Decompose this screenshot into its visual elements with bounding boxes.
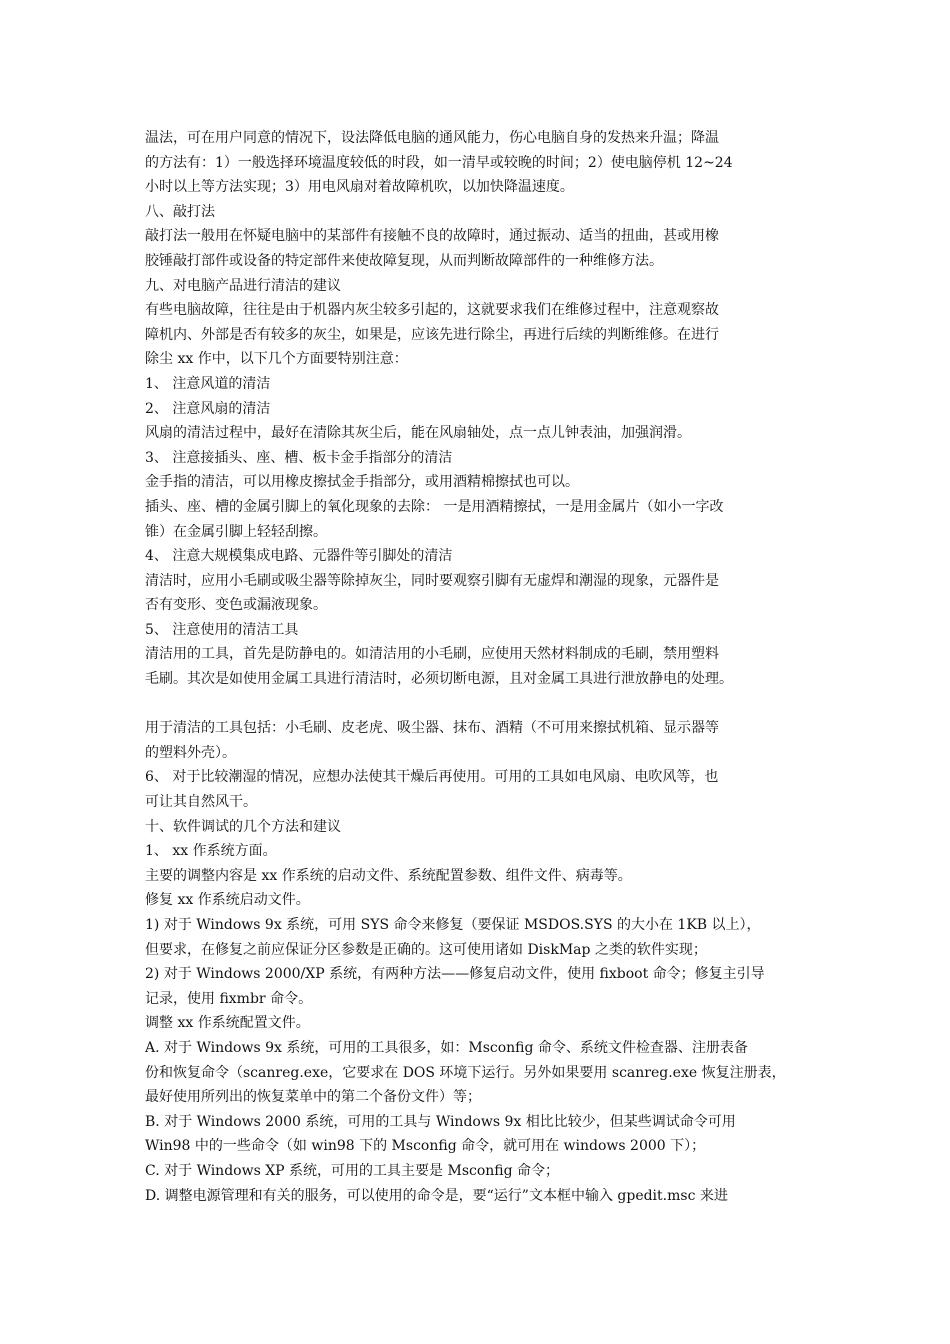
text-line: 1、 xx 作系统方面。	[145, 843, 277, 860]
text-line: 八、敲打法	[145, 203, 215, 220]
text-line: 用于清洁的工具包括：小毛刷、皮老虎、吸尘器、抹布、酒精（不可用来擦拭机箱、显示器等	[145, 720, 719, 737]
text-line: 小时以上等方法实现；3）用电风扇对着故障机吹，以加快降温速度。	[145, 179, 574, 196]
text-line: 1) 对于 Windows 9x 系统，可用 SYS 命令来修复（要保证 MSDOS.SYS 的大小在 1KB 以上），	[145, 917, 761, 933]
document-page	[145, 126, 817, 1208]
text-line: 4、 注意大规模集成电路、元器件等引脚处的清洁	[145, 548, 453, 565]
text-line: 可让其自然风干。	[145, 794, 257, 811]
text-line: 6、 对于比较潮湿的情况，应想办法使其干燥后再使用。可用的工具如电风扇、电吹风等，也	[145, 769, 719, 786]
text-line: 清洁时，应用小毛刷或吸尘器等除掉灰尘，同时要观察引脚有无虚焊和潮湿的现象，元器件是	[145, 572, 719, 589]
text-line: 但要求，在修复之前应保证分区参数是正确的。这可使用诸如 DiskMap 之类的软件实现；	[145, 941, 707, 958]
text-line: 修复 xx 作系统启动文件。	[145, 892, 310, 909]
text-line: 金手指的清洁，可以用橡皮擦拭金手指部分，或用酒精棉擦拭也可以。	[145, 474, 579, 491]
text-line: 锥）在金属引脚上轻轻刮擦。	[145, 523, 327, 540]
text-line: 5、 注意使用的清洁工具	[145, 621, 299, 638]
text-line: 毛刷。其次是如使用金属工具进行清洁时，必须切断电源，且对金属工具进行泄放静电的处理。	[145, 671, 733, 688]
text-line: 除尘 xx 作中，以下几个方面要特别注意：	[145, 351, 408, 368]
text-line: 3、 注意接插头、座、槽、板卡金手指部分的清洁	[145, 449, 453, 466]
text-line: B. 对于 Windows 2000 系统，可用的工具与 Windows 9x 相比比较少，但某些调试命令可用	[145, 1113, 736, 1130]
text-line: 1、 注意风道的清洁	[145, 375, 271, 392]
text-line: 份和恢复命令（scanreg.exe，它要求在 DOS 环境下运行。另外如果要用 scanreg.exe 恢复注册表，	[145, 1064, 786, 1081]
text-line: C. 对于 Windows XP 系统，可用的工具主要是 Msconfig 命令；	[145, 1162, 560, 1179]
text-line: A. 对于 Windows 9x 系统，可用的工具很多，如：Msconfig 命令、系统文件检查器、注册表备	[145, 1039, 748, 1056]
text-line: 胶锤敲打部件或设备的特定部件来使故障复现，从而判断故障部件的一种维修方法。	[145, 252, 663, 269]
text-line: 的塑料外壳）。	[145, 744, 236, 761]
text-line: 2、 注意风扇的清洁	[145, 400, 271, 417]
text-line: 否有变形、变色或漏液现象。	[145, 597, 327, 614]
text-line: 记录，使用 fixmbr 命令。	[145, 990, 313, 1007]
text-line: Win98 中的一些命令（如 win98 下的 Msconfig 命令，就可用在 windows 2000 下）；	[145, 1138, 706, 1155]
text-line: 调整 xx 作系统配置文件。	[145, 1015, 310, 1032]
text-line: 有些电脑故障，往往是由于机器内灰尘较多引起的，这就要求我们在维修过程中，注意观察故	[145, 302, 719, 319]
text-line: 清洁用的工具，首先是防静电的。如清洁用的小毛刷，应使用天然材料制成的毛刷，禁用塑料	[145, 646, 719, 663]
text-line: D. 调整电源管理和有关的服务，可以使用的命令是，要“运行”文本框中输入 gpedit.msc 来进	[145, 1187, 728, 1204]
text-line: 最好使用所列出的恢复菜单中的第二个备份文件）等；	[145, 1089, 481, 1106]
text-line: 九、对电脑产品进行清洁的建议	[145, 277, 341, 294]
text-line: 的方法有：1）一般选择环境温度较低的时段，如一清早或较晚的时间；2）使电脑停机 12~24	[145, 154, 733, 171]
text-line: 十、软件调试的几个方法和建议	[145, 818, 341, 835]
text-line: 主要的调整内容是 xx 作系统的启动文件、系统配置参数、组件文件、病毒等。	[145, 867, 632, 884]
text-line: 温法，可在用户同意的情况下，设法降低电脑的通风能力，伤心电脑自身的发热来升温；降温	[145, 130, 719, 146]
text-line: 插头、座、槽的金属引脚上的氧化现象的去除： 一是用酒精擦拭，一是用金属片（如小一字改	[145, 498, 724, 515]
blank-line	[145, 692, 817, 717]
text-line: 2) 对于 Windows 2000/XP 系统，有两种方法——修复启动文件，使用 fixboot 命令；修复主引导	[145, 966, 765, 983]
text-line: 障机内、外部是否有较多的灰尘，如果是，应该先进行除尘，再进行后续的判断维修。在进行	[145, 326, 719, 343]
text-line: 敲打法一般用在怀疑电脑中的某部件有接触不良的故障时，通过振动、适当的扭曲，甚或用橡	[145, 228, 719, 245]
text-line: 风扇的清洁过程中，最好在清除其灰尘后，能在风扇轴处，点一点儿钟表油，加强润滑。	[145, 425, 691, 442]
